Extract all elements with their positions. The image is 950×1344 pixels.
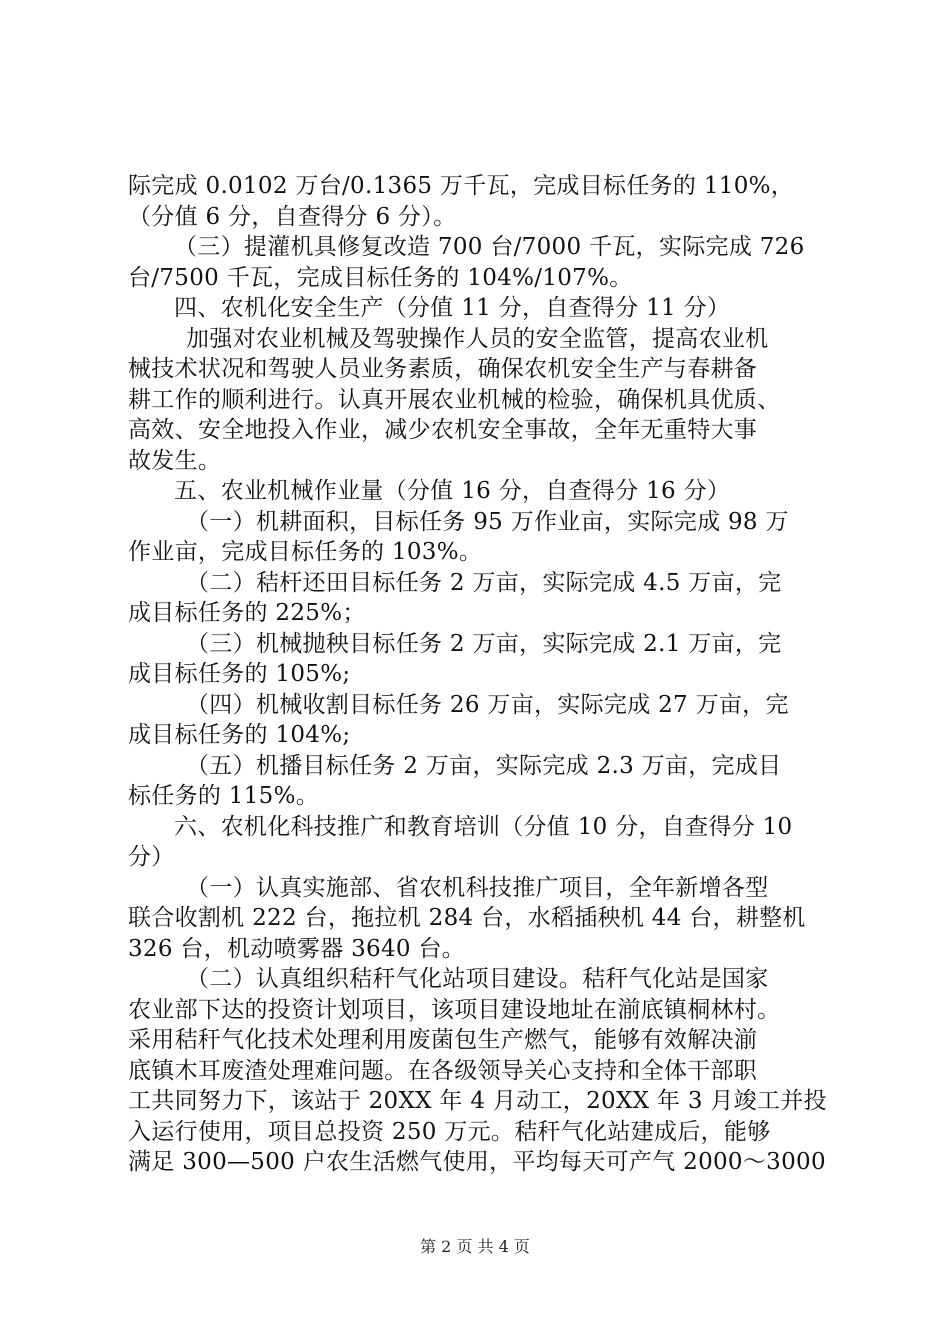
section-heading: 五、农业机械作业量（分值 16 分，自查得分 16 分） [174, 478, 731, 504]
text-line: 作业亩，完成目标任务的 103%。 [128, 539, 483, 565]
text-line: 分） [128, 844, 175, 870]
text-line: （五）机播目标任务 2 万亩，实际完成 2.3 万亩，完成目 [186, 752, 782, 779]
text-line: （二）认真组织秸秆气化站项目建设。秸秆气化站是国家 [186, 966, 769, 992]
text-line: 高效、安全地投入作业，减少农机安全事故，全年无重特大事 [128, 417, 758, 443]
text-line: （分值 6 分，自查得分 6 分）。 [128, 203, 457, 230]
text-line: （三）机械抛秧目标任务 2 万亩，实际完成 2.1 万亩，完 [186, 630, 782, 657]
section-heading: 四、农机化安全生产（分值 11 分，自查得分 11 分） [174, 295, 731, 321]
text-line: 联合收割机 222 台，拖拉机 284 台，水稻插秧机 44 台，耕整机 [128, 905, 806, 931]
page-number-footer: 第 2 页 共 4 页 [420, 1237, 530, 1256]
text-line: （一）机耕面积，目标任务 95 万作业亩，实际完成 98 万 [186, 508, 789, 535]
text-line: 加强对农业机械及驾驶操作人员的安全监管，提高农业机 [186, 325, 769, 352]
text-line: 326 台，机动喷雾器 3640 台。 [128, 935, 466, 962]
text-line: （二）秸杆还田目标任务 2 万亩，实际完成 4.5 万亩，完 [186, 569, 782, 596]
text-line: （四）机械收割目标任务 26 万亩，实际完成 27 万亩，完 [186, 691, 789, 718]
text-line: 故发生。 [128, 447, 222, 474]
text-line: 际完成 0.0102 万台/0.1365 万千瓦，完成目标任务的 110%， [128, 173, 795, 199]
text-line: 成目标任务的 104%; [128, 722, 351, 748]
text-line: 台/7500 千瓦，完成目标任务的 104%/107%。 [128, 264, 633, 291]
text-line: 械技术状况和驾驶人员业务素质，确保农机安全生产与春耕备 [128, 356, 758, 382]
text-line: 底镇木耳废渣处理难问题。在各级领导关心支持和全体干部职 [128, 1057, 758, 1084]
text-line: 耕工作的顺利进行。认真开展农业机械的检验，确保机具优质、 [128, 386, 781, 413]
text-line: 成目标任务的 105%; [128, 661, 351, 687]
text-line: 采用秸秆气化技术处理利用废菌包生产燃气，能够有效解决湔 [128, 1027, 758, 1053]
text-line: 工共同努力下，该站于 20XX 年 4 月动工，20XX 年 3 月竣工并投 [128, 1088, 827, 1114]
document-body [128, 171, 844, 1178]
text-line: 标任务的 115%。 [128, 783, 320, 809]
text-line: 满足 300—500 户农生活燃气使用，平均每天可产气 2000～3000 [128, 1149, 826, 1175]
text-line: （三）提灌机具修复改造 700 台/7000 千瓦，实际完成 726 [174, 234, 805, 260]
text-line: 成目标任务的 225%； [128, 600, 366, 626]
text-line: 农业部下达的投资计划项目，该项目建设地址在湔底镇桐林村。 [128, 996, 781, 1023]
section-heading: 六、农机化科技推广和教育培训（分值 10 分，自查得分 10 [174, 813, 793, 840]
text-line: 入运行使用，项目总投资 250 万元。秸秆气化站建成后，能够 [128, 1118, 771, 1145]
text-line: （一）认真实施部、省农机科技推广项目，全年新增各型 [186, 874, 769, 901]
